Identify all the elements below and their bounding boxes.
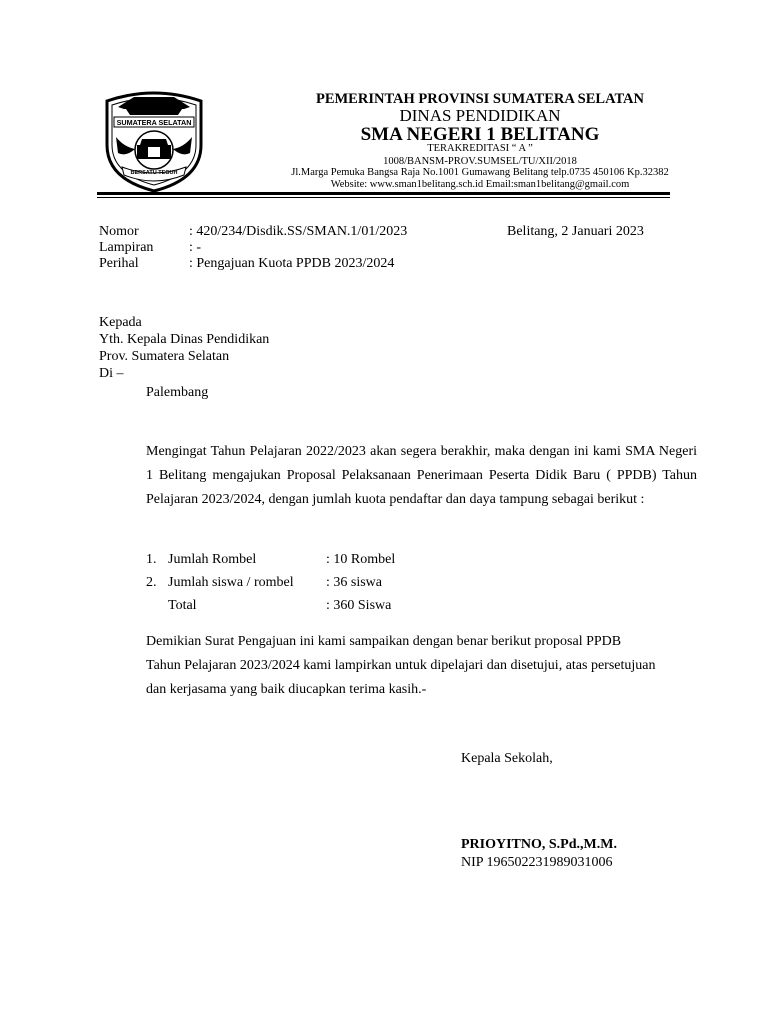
nomor-label: Nomor [99,224,139,239]
signature-name: PRIOYITNO, S.Pd.,M.M. [461,837,617,852]
signature-title: Kepala Sekolah, [461,751,553,766]
signature-nip: NIP 196502231989031006 [461,855,613,870]
letterhead-office: DINAS PENDIDIKAN [399,106,561,125]
school-emblem-logo [104,87,204,193]
list-item-label: Total [168,598,197,613]
emblem-bottom-text: BERSATU TEGUH [130,170,178,176]
closing-line-3: dan kerjasama yang baik diucapkan terima kasih.- [146,682,427,697]
list-item-value: : 360 Siswa [326,598,392,613]
recipient-kepada: Kepada [99,315,142,330]
list-item-label: Jumlah siswa / rombel [168,575,294,590]
body-paragraph: Mengingat Tahun Pelajaran 2022/2023 akan segera berakhir, maka dengan ini kami SMA Negeri 1 Belitang mengajukan Proposal Pelaksanaan Penerimaan Peserta Didik Baru ( PPDB) Tahun Pelajaran 2023/2024, dengan jumlah kuota pendaftar dan daya tampung sebagai berikut : [146,444,697,507]
closing-line-1: Demikian Surat Pengajuan ini kami sampaikan dengan benar berikut proposal PPDB [146,634,622,649]
letterhead-website: Website: www.sman1belitang.sch.id Email:sman1belitang@gmail.com [330,179,630,190]
letterhead-accreditation-number: 1008/BANSM-PROV.SUMSEL/TU/XII/2018 [383,156,577,167]
perihal-label: Perihal [99,256,139,271]
letterhead-school-name: SMA NEGERI 1 BELITANG [360,124,600,145]
recipient-province: Prov. Sumatera Selatan [99,349,230,364]
recipient-city: Palembang [146,385,209,400]
letterhead-divider-thin [97,197,670,198]
recipient-di: Di – [99,366,124,381]
list-item-value: : 36 siswa [326,575,382,590]
recipient-title: Yth. Kepala Dinas Pendidikan [99,332,270,347]
list-item-value: : 10 Rombel [326,552,396,567]
list-item-label: Jumlah Rombel [168,552,257,567]
letterhead-province: PEMERINTAH PROVINSI SUMATERA SELATAN [315,91,645,107]
lampiran-label: Lampiran [99,240,154,255]
closing-line-2: Tahun Pelajaran 2023/2024 kami lampirkan untuk dipelajari dan disetujui, atas persetujuan [146,658,656,673]
emblem-top-text: SUMATERA SELATAN [116,118,192,127]
letter-date: Belitang, 2 Januari 2023 [507,224,644,239]
letterhead-accreditation: TERAKREDITASI “ A ” [427,143,533,154]
list-item-number: 2. [146,575,157,590]
lampiran-value: : - [189,240,202,255]
perihal-value: : Pengajuan Kuota PPDB 2023/2024 [189,256,395,271]
nomor-value: : 420/234/Disdik.SS/SMAN.1/01/2023 [189,224,408,239]
letterhead-address: Jl.Marga Pemuka Bangsa Raja No.1001 Gumawang Belitang telp.0735 450106 Kp.32382 [291,167,669,178]
letterhead-divider-thick [97,192,670,195]
list-item-number: 1. [146,552,157,567]
